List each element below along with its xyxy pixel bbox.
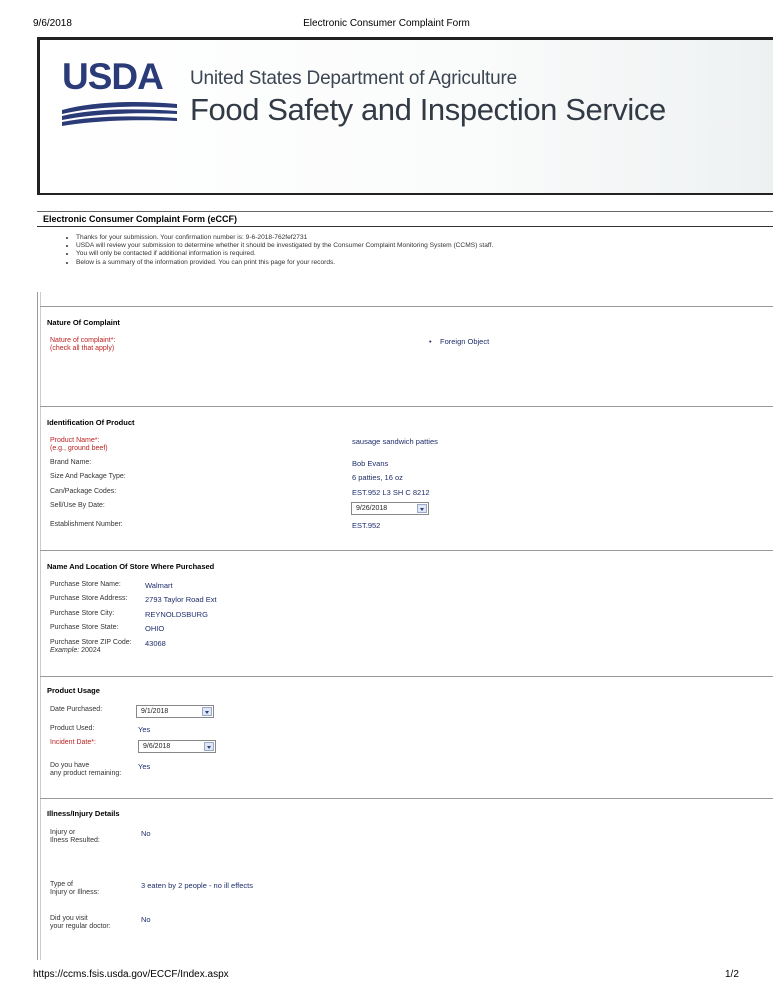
- date-purchased-value: 9/1/2018: [141, 708, 169, 715]
- size-value: 6 patties, 16 oz: [352, 473, 403, 482]
- print-url: https://ccms.fsis.usda.gov/ECCF/Index.aspx: [33, 969, 229, 980]
- zip-example: 20024: [81, 647, 101, 654]
- print-title: Electronic Consumer Complaint Form: [303, 18, 470, 29]
- product-name-label: Product Name*: (e.g., ground beef): [50, 437, 108, 452]
- nature-label: Nature of complaint*: (check all that apply): [50, 337, 116, 352]
- usda-logo-text: USDA: [62, 56, 163, 97]
- confirmation-messages: [64, 234, 546, 267]
- doctor-visit-label: Did you visit your regular doctor:: [50, 915, 111, 930]
- print-page-number: 1/2: [725, 969, 739, 980]
- agency-line-1: United States Department of Agriculture: [190, 68, 517, 89]
- establishment-value: EST.952: [352, 521, 381, 530]
- confirmation-message: • Thanks for your submission. Your confirmation number is: 9-6-2018-762fef2731: [76, 234, 546, 242]
- divider: [37, 226, 773, 227]
- establishment-label: Establishment Number:: [50, 521, 123, 528]
- codes-value: EST.952 L3 SH C 8212: [352, 488, 430, 497]
- brand-label: Brand Name:: [50, 459, 92, 466]
- remaining-label: Do you have any product remaining:: [50, 762, 122, 777]
- store-state-label: Purchase Store State:: [50, 624, 119, 631]
- usda-logo-swoosh-icon: [62, 96, 177, 130]
- size-label: Size And Package Type:: [50, 473, 126, 480]
- incident-date-select[interactable]: [138, 740, 216, 753]
- store-address-label: Purchase Store Address:: [50, 595, 128, 602]
- store-city-label: Purchase Store City:: [50, 610, 115, 617]
- store-city-value: REYNOLDSBURG: [145, 610, 208, 619]
- form-title: Electronic Consumer Complaint Form (eCCF): [43, 214, 238, 224]
- nature-hint: (check all that apply): [50, 345, 115, 352]
- left-border: [37, 292, 38, 960]
- product-name-value: sausage sandwich patties: [352, 437, 438, 446]
- chevron-down-icon[interactable]: [204, 742, 214, 751]
- remaining-value: Yes: [138, 762, 151, 771]
- chevron-down-icon[interactable]: [417, 504, 427, 513]
- usage-heading: Product Usage: [47, 686, 100, 695]
- store-name-label: Purchase Store Name:: [50, 581, 121, 588]
- product-name-hint: (e.g., ground beef): [50, 445, 108, 452]
- store-zip-label: Purchase Store ZIP Code: Example: 20024: [50, 639, 132, 654]
- codes-label: Can/Package Codes:: [50, 488, 117, 495]
- product-heading: Identification Of Product: [47, 418, 135, 427]
- injury-type-value: 3 eaten by 2 people - no ill effects: [141, 881, 254, 890]
- chevron-down-icon[interactable]: [202, 707, 212, 716]
- store-state-value: OHIO: [145, 624, 165, 633]
- usda-logo: [62, 58, 177, 130]
- store-name-value: Walmart: [145, 581, 173, 590]
- left-border-inner: [40, 292, 41, 960]
- summary-message: • Below is a summary of the information provided. You can print this page for your records.: [76, 259, 546, 267]
- store-address-value: 2793 Taylor Road Ext: [145, 595, 217, 604]
- date-purchased-label: Date Purchased:: [50, 706, 103, 713]
- sellby-date-select[interactable]: [351, 502, 429, 515]
- illness-heading: Illness/Injury Details: [47, 809, 120, 818]
- brand-value: Bob Evans: [352, 459, 389, 468]
- store-zip-value: 43068: [145, 639, 166, 648]
- contact-message: • You will only be contacted if additional information is required.: [76, 250, 546, 258]
- section-divider: [40, 798, 773, 799]
- sellby-date-value: 9/26/2018: [356, 505, 388, 512]
- incident-date-label: Incident Date*:: [50, 739, 96, 746]
- injury-type-label: Type of Injury or Illness:: [50, 881, 100, 896]
- nature-heading: Nature Of Complaint: [47, 318, 120, 327]
- injury-resulted-value: No: [141, 829, 151, 838]
- section-divider: [40, 550, 773, 551]
- divider: [37, 211, 773, 212]
- doctor-visit-value: No: [141, 915, 151, 924]
- incident-date-value: 9/6/2018: [143, 743, 171, 750]
- zip-example-label: Example:: [50, 647, 80, 654]
- section-divider: [40, 406, 773, 407]
- date-purchased-select[interactable]: [136, 705, 214, 718]
- agency-line-2: Food Safety and Inspection Service: [190, 92, 666, 127]
- print-date: 9/6/2018: [33, 18, 72, 29]
- injury-resulted-label: Injury or Ilness Resulted:: [50, 829, 100, 844]
- store-heading: Name And Location Of Store Where Purchased: [47, 562, 215, 571]
- product-used-label: Product Used:: [50, 725, 95, 732]
- nature-value: • Foreign Object: [440, 337, 489, 346]
- section-divider: [40, 676, 773, 677]
- section-divider: [40, 306, 773, 307]
- product-used-value: Yes: [138, 725, 151, 734]
- review-message: • USDA will review your submission to determine whether it should be investigated by the Consumer Complaint Monitoring System (CCMS) staff.: [76, 242, 546, 250]
- usda-banner: [37, 37, 773, 195]
- sellby-label: Sell/Use By Date:: [50, 502, 105, 509]
